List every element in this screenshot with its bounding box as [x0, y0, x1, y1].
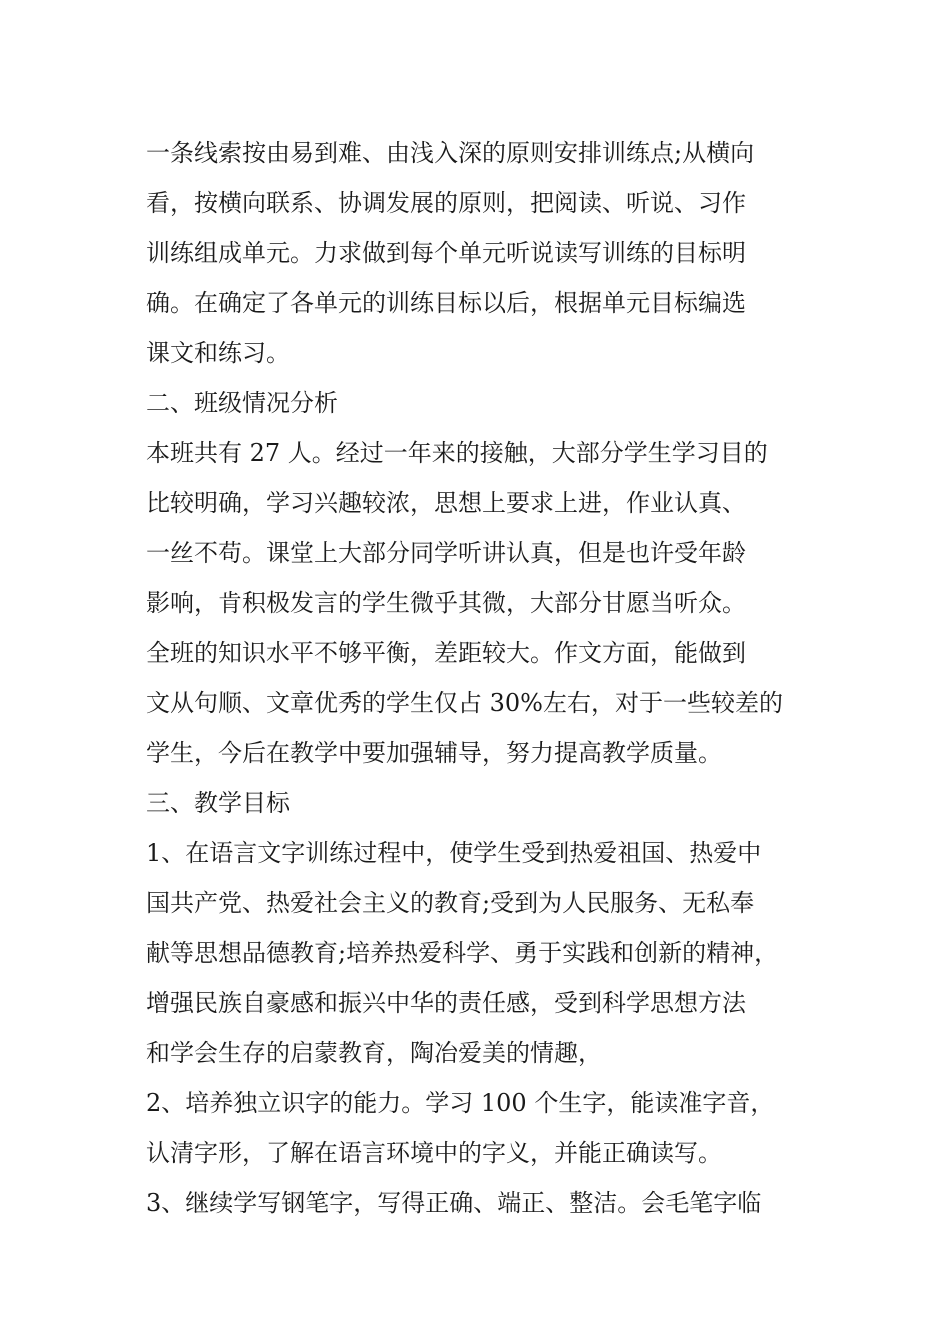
text-line-4: 确。在确定了各单元的训练目标以后，根据单元目标编选: [146, 289, 746, 317]
text-line-5: 课文和练习。: [146, 339, 290, 367]
section-heading-teaching-goals: 三、教学目标: [146, 789, 290, 817]
text-line-9: 一丝不苟。课堂上大部分同学听讲认真，但是也许受年龄: [146, 539, 746, 567]
text-line-3: 训练组成单元。力求做到每个单元听说读写训练的目标明: [146, 239, 746, 267]
document-page: [146, 128, 816, 1228]
text-line-13: 学生，今后在教学中要加强辅导，努力提高教学质量。: [146, 739, 722, 767]
text-line-18: 增强民族自豪感和振兴中华的责任感，受到科学思想方法: [146, 989, 746, 1017]
text-line-16: 国共产党、热爱社会主义的教育;受到为人民服务、无私奉: [146, 889, 755, 917]
text-line-2: 看，按横向联系、协调发展的原则，把阅读、听说、习作: [146, 189, 746, 217]
text-line-19: 和学会生存的启蒙教育，陶冶爱美的情趣，: [146, 1039, 602, 1067]
text-line-1: 一条线索按由易到难、由浅入深的原则安排训练点;从横向: [146, 139, 755, 167]
section-heading-class-analysis: 二、班级情况分析: [146, 389, 338, 417]
text-line-22: 3、继续学写钢笔字，写得正确、端正、整洁。会毛笔字临: [146, 1189, 762, 1217]
text-line-17: 献等思想品德教育;培养热爱科学、勇于实践和创新的精神，: [146, 939, 779, 967]
text-line-21: 认清字形，了解在语言环境中的字义，并能正确读写。: [146, 1139, 722, 1167]
text-line-8: 比较明确，学习兴趣较浓，思想上要求上进，作业认真、: [146, 489, 746, 517]
text-line-7: 本班共有 27 人。经过一年来的接触，大部分学生学习目的: [146, 439, 768, 467]
text-line-20: 2、培养独立识字的能力。学习 100 个生字，能读准字音，: [146, 1089, 775, 1117]
text-line-10: 影响，肯积极发言的学生微乎其微，大部分甘愿当听众。: [146, 589, 746, 617]
text-line-12: 文从句顺、文章优秀的学生仅占 30%左右，对于一些较差的: [146, 689, 783, 717]
text-line-11: 全班的知识水平不够平衡，差距较大。作文方面，能做到: [146, 639, 746, 667]
text-line-15: 1、在语言文字训练过程中，使学生受到热爱祖国、热爱中: [146, 839, 762, 867]
